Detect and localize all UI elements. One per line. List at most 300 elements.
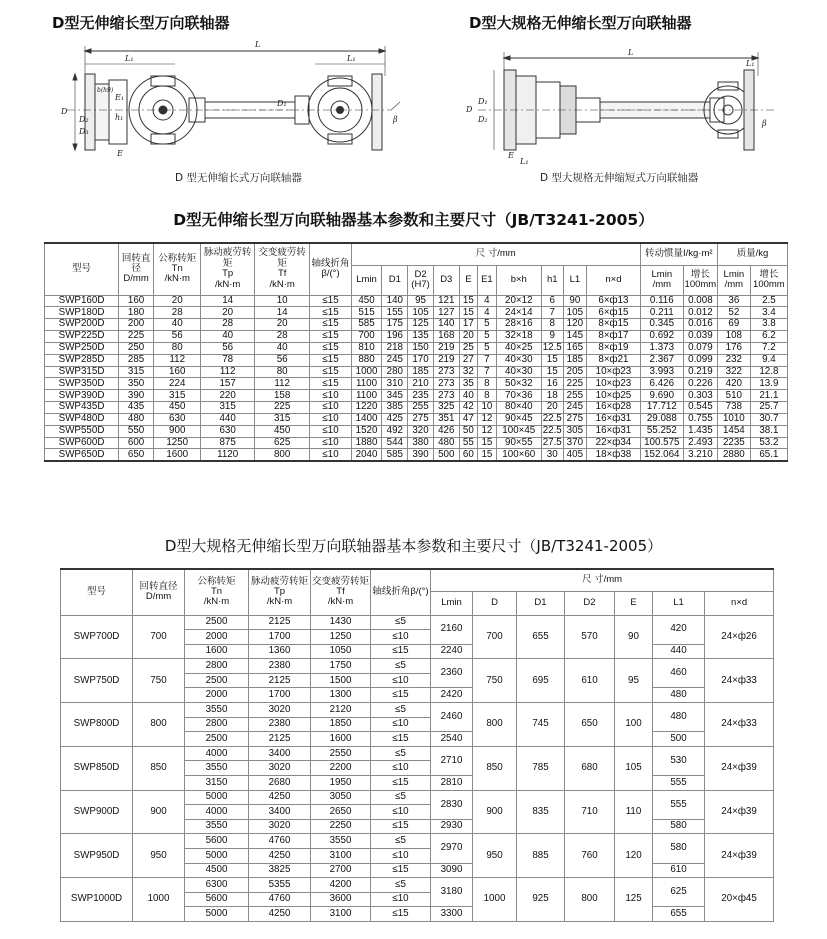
table-cell: 25.7 — [750, 402, 787, 414]
left-drawing-caption: D 型无伸缩长式万向联轴器 — [175, 172, 302, 184]
table-cell: 7.2 — [750, 342, 787, 354]
table-cell: 380 — [408, 437, 434, 449]
table-cell: 42 — [459, 402, 478, 414]
l1-cell: 555 — [653, 790, 705, 819]
nd-cell: 24×ф39 — [705, 834, 774, 878]
table-cell: 16×ф31 — [587, 413, 641, 425]
table-cell: 6.2 — [750, 331, 787, 343]
table-cell: 350 — [119, 378, 154, 390]
table-cell: 15 — [459, 307, 478, 319]
model-cell: SWP1000D — [61, 878, 133, 922]
tf-cell: 2120 — [311, 703, 371, 718]
t1-h-m-inc: 增长 100mm — [750, 265, 787, 295]
table-cell: 7 — [478, 366, 497, 378]
nd-cell: 24×ф39 — [705, 790, 774, 834]
table-cell: 10×ф23 — [587, 366, 641, 378]
angle-cell: ≤15 — [371, 819, 431, 834]
table-cell: 35 — [459, 378, 478, 390]
table-cell: 120 — [563, 319, 587, 331]
t1-h-i-inc: 增长 100mm — [683, 265, 717, 295]
table-row — [45, 425, 788, 437]
lmin-cell: 2540 — [431, 732, 473, 747]
table-cell: 3.210 — [683, 449, 717, 461]
table1-body — [45, 295, 788, 461]
table-cell: 273 — [433, 366, 459, 378]
tf-cell: 2550 — [311, 746, 371, 761]
table-cell: 0.008 — [683, 295, 717, 307]
table-cell: 15 — [478, 437, 497, 449]
t1-h-e: E — [459, 265, 478, 295]
table-cell: 50 — [459, 425, 478, 437]
d-cell: 700 — [473, 615, 517, 659]
d2-cell: 760 — [565, 834, 615, 878]
tf-cell: 1250 — [311, 630, 371, 645]
table-cell: 100.575 — [640, 437, 683, 449]
l1-cell: 555 — [653, 776, 705, 791]
table-cell: 255 — [563, 390, 587, 402]
angle-cell: ≤10 — [371, 761, 431, 776]
table-cell: 285 — [119, 354, 154, 366]
table-cell: 1100 — [351, 378, 382, 390]
table-cell: 6×ф13 — [587, 295, 641, 307]
table-cell: 160 — [119, 295, 154, 307]
table-cell: 18×ф38 — [587, 449, 641, 461]
t1-h-bh: b×h — [496, 265, 541, 295]
table-cell: 28 — [201, 319, 255, 331]
tn-cell: 3550 — [185, 761, 249, 776]
table-cell: 20×12 — [496, 295, 541, 307]
table-cell: 40 — [459, 390, 478, 402]
table-cell: 425 — [382, 413, 408, 425]
table-cell: 52 — [717, 307, 750, 319]
angle-cell: ≤15 — [371, 863, 431, 878]
table-cell: 112 — [254, 378, 310, 390]
model-cell: SWP750D — [61, 659, 133, 703]
table-cell: 100×45 — [496, 425, 541, 437]
tf-cell: 1430 — [311, 615, 371, 630]
model-cell: SWP850D — [61, 746, 133, 790]
d1-cell: 835 — [517, 790, 565, 834]
lmin-cell: 2830 — [431, 790, 473, 819]
tp-cell: 4760 — [249, 892, 311, 907]
table-cell: 15 — [459, 295, 478, 307]
table-cell: 12 — [478, 425, 497, 437]
table-cell: 450 — [351, 295, 382, 307]
table-cell: 176 — [717, 342, 750, 354]
table-row — [45, 378, 788, 390]
table-cell: ≤10 — [310, 425, 351, 437]
angle-cell: ≤5 — [371, 834, 431, 849]
table-cell: 2235 — [717, 437, 750, 449]
label-D2: D₂ — [79, 115, 89, 124]
table-cell: 160 — [154, 366, 201, 378]
tn-cell: 2000 — [185, 688, 249, 703]
label-D1: D₁ — [277, 99, 287, 108]
table-cell: 90×55 — [496, 437, 541, 449]
table-cell: 2.367 — [640, 354, 683, 366]
table-cell: 5 — [478, 342, 497, 354]
table-row — [45, 307, 788, 319]
angle-cell: ≤15 — [371, 732, 431, 747]
tn-cell: 4000 — [185, 805, 249, 820]
angle-cell: ≤15 — [371, 907, 431, 922]
table-cell: 40×25 — [496, 342, 541, 354]
tn-cell: 6300 — [185, 878, 249, 893]
table-cell: 315 — [154, 390, 201, 402]
table-cell: 1010 — [717, 413, 750, 425]
l1-cell: 530 — [653, 746, 705, 775]
angle-cell: ≤10 — [371, 673, 431, 688]
table-cell: 8 — [478, 378, 497, 390]
table-cell: 6×ф15 — [587, 307, 641, 319]
table-row — [45, 342, 788, 354]
table-row — [45, 390, 788, 402]
table-cell: 50×32 — [496, 378, 541, 390]
table-cell: 280 — [382, 366, 408, 378]
t1-h-m-lmin: Lmin /mm — [717, 265, 750, 295]
t2-h-nd: n×d — [705, 591, 774, 615]
tp-cell: 5355 — [249, 878, 311, 893]
t2-h-alt: 交变疲劳转矩 Tf /kN·m — [311, 569, 371, 615]
table-cell: 140 — [433, 319, 459, 331]
t1-h-e1: E1 — [478, 265, 497, 295]
table-cell: 625 — [254, 437, 310, 449]
table-cell: 80 — [254, 366, 310, 378]
table-cell: 210 — [408, 378, 434, 390]
table-cell: 1120 — [201, 449, 255, 461]
table-cell: 440 — [201, 413, 255, 425]
t2-h-l1: L1 — [653, 591, 705, 615]
tn-cell: 5600 — [185, 834, 249, 849]
table-cell: SWP650D — [45, 449, 119, 461]
e-cell: 105 — [615, 746, 653, 790]
label-L-right: L — [628, 48, 634, 57]
table-cell: ≤10 — [310, 413, 351, 425]
table-cell: 90 — [563, 295, 587, 307]
label-D1-right: D₁ — [478, 97, 488, 106]
table-cell: 225 — [254, 402, 310, 414]
tp-cell: 2680 — [249, 776, 311, 791]
l1-cell: 440 — [653, 644, 705, 659]
t1-h-inertia: 转动惯量I/kg·m² — [640, 243, 717, 265]
nd-cell: 24×ф33 — [705, 659, 774, 703]
table-cell: 5 — [478, 331, 497, 343]
table-cell: SWP160D — [45, 295, 119, 307]
table-cell: 40 — [254, 342, 310, 354]
table-cell: SWP350D — [45, 378, 119, 390]
table2-title: D型大规格无伸缩长型万向联轴器基本参数和主要尺寸（JB/T3241-2005） — [164, 537, 663, 555]
table-cell: 38.1 — [750, 425, 787, 437]
table-cell: 145 — [563, 331, 587, 343]
table-cell: 10×ф23 — [587, 378, 641, 390]
lmin-cell: 3090 — [431, 863, 473, 878]
table-cell: 80×40 — [496, 402, 541, 414]
table-cell: 10 — [478, 402, 497, 414]
t1-h-h1: h1 — [541, 265, 563, 295]
t1-h-nd: n×d — [587, 265, 641, 295]
table-cell: 600 — [119, 437, 154, 449]
table-cell: 16×ф28 — [587, 402, 641, 414]
table-cell: 390 — [408, 449, 434, 461]
table-cell: 315 — [201, 402, 255, 414]
table-cell: 800 — [254, 449, 310, 461]
tf-cell: 2200 — [311, 761, 371, 776]
tf-cell: 2700 — [311, 863, 371, 878]
table-cell: 880 — [351, 354, 382, 366]
lmin-cell: 3180 — [431, 878, 473, 907]
table-cell: 135 — [408, 331, 434, 343]
table-cell: 28 — [154, 307, 201, 319]
e-cell: 95 — [615, 659, 653, 703]
t1-h-i-lmin: Lmin /mm — [640, 265, 683, 295]
tp-cell: 3020 — [249, 819, 311, 834]
table-cell: 7 — [478, 354, 497, 366]
table-cell: 315 — [254, 413, 310, 425]
table-cell: 112 — [154, 354, 201, 366]
table-cell: 8×ф21 — [587, 354, 641, 366]
table-cell: 385 — [382, 402, 408, 414]
table-row — [45, 449, 788, 461]
table-cell: 100×60 — [496, 449, 541, 461]
table-cell: 95 — [408, 295, 434, 307]
table-cell: 0.012 — [683, 307, 717, 319]
t1-h-lmin: Lmin — [351, 265, 382, 295]
e-cell: 120 — [615, 834, 653, 878]
table-cell: 112 — [201, 366, 255, 378]
d1-cell: 925 — [517, 878, 565, 922]
table-cell: 325 — [433, 402, 459, 414]
table-cell: 157 — [201, 378, 255, 390]
d1-cell: 745 — [517, 703, 565, 747]
table-cell: 56 — [154, 331, 201, 343]
table-cell: 205 — [563, 366, 587, 378]
dia-cell: 1000 — [133, 878, 185, 922]
table-cell: SWP180D — [45, 307, 119, 319]
d-cell: 1000 — [473, 878, 517, 922]
table-cell: 900 — [154, 425, 201, 437]
d-cell: 750 — [473, 659, 517, 703]
tp-cell: 4250 — [249, 790, 311, 805]
d2-cell: 680 — [565, 746, 615, 790]
table-cell: 1100 — [351, 390, 382, 402]
tf-cell: 3100 — [311, 907, 371, 922]
table-cell: 390 — [119, 390, 154, 402]
tp-cell: 4250 — [249, 907, 311, 922]
table-row — [45, 319, 788, 331]
nd-cell: 24×ф39 — [705, 746, 774, 790]
table-cell: 55 — [459, 437, 478, 449]
table-row — [45, 402, 788, 414]
table-cell: 245 — [563, 402, 587, 414]
table-cell: 28×16 — [496, 319, 541, 331]
table-cell: 170 — [408, 354, 434, 366]
long-coupling-drawing — [55, 36, 400, 164]
table-row — [61, 746, 774, 761]
table-cell: 150 — [408, 342, 434, 354]
t1-h-angle: 轴线折角β/(°) — [310, 243, 351, 295]
table-cell: 0.079 — [683, 342, 717, 354]
table-cell: 27 — [459, 354, 478, 366]
dia-cell: 900 — [133, 790, 185, 834]
table-cell: 40 — [154, 319, 201, 331]
tf-cell: 1050 — [311, 644, 371, 659]
tp-cell: 4250 — [249, 849, 311, 864]
table-cell: 219 — [433, 342, 459, 354]
table-cell: 22×ф34 — [587, 437, 641, 449]
l1-cell: 580 — [653, 834, 705, 863]
nd-cell: 24×ф26 — [705, 615, 774, 659]
lmin-cell: 2460 — [431, 703, 473, 732]
d2-cell: 710 — [565, 790, 615, 834]
d-cell: 800 — [473, 703, 517, 747]
t1-h-dia: 回转直径D/mm — [119, 243, 154, 295]
table-cell: SWP200D — [45, 319, 119, 331]
label-L1-right-top: L₁ — [746, 59, 755, 68]
d2-cell: 800 — [565, 878, 615, 922]
table-cell: 0.226 — [683, 378, 717, 390]
table-cell: 630 — [154, 413, 201, 425]
table-cell: 875 — [201, 437, 255, 449]
d1-cell: 885 — [517, 834, 565, 878]
right-drawing-heading: D型大规格无伸缩长型万向联轴器 — [469, 14, 692, 32]
tf-cell: 1750 — [311, 659, 371, 674]
table-cell: 18 — [541, 390, 563, 402]
tp-cell: 3400 — [249, 746, 311, 761]
table-cell: 315 — [119, 366, 154, 378]
t1-h-fatigue: 脉动疲劳转矩 Tp /kN·m — [201, 243, 255, 295]
tf-cell: 1600 — [311, 732, 371, 747]
table-cell: 32 — [459, 366, 478, 378]
tf-cell: 2650 — [311, 805, 371, 820]
table-cell: 435 — [119, 402, 154, 414]
table-cell: ≤15 — [310, 378, 351, 390]
table-cell: ≤10 — [310, 402, 351, 414]
lmin-cell: 2930 — [431, 819, 473, 834]
tn-cell: 4500 — [185, 863, 249, 878]
table-cell: 8×ф17 — [587, 331, 641, 343]
table-cell: ≤15 — [310, 354, 351, 366]
tp-cell: 2125 — [249, 732, 311, 747]
table-cell: SWP225D — [45, 331, 119, 343]
table-cell: 1880 — [351, 437, 382, 449]
table-cell: 370 — [563, 437, 587, 449]
d2-cell: 610 — [565, 659, 615, 703]
table-cell: 105 — [408, 307, 434, 319]
label-E-right: E — [508, 151, 514, 160]
tn-cell: 3150 — [185, 776, 249, 791]
table-cell: 0.039 — [683, 331, 717, 343]
table-cell: 224 — [154, 378, 201, 390]
table-cell: 158 — [254, 390, 310, 402]
table-cell: 544 — [382, 437, 408, 449]
table-cell: 273 — [433, 378, 459, 390]
table-cell: 426 — [433, 425, 459, 437]
table-cell: 2.493 — [683, 437, 717, 449]
large-coupling-drawing — [458, 46, 783, 164]
table-cell: 78 — [201, 354, 255, 366]
table-cell: 220 — [201, 390, 255, 402]
dia-cell: 850 — [133, 746, 185, 790]
table-cell: 1250 — [154, 437, 201, 449]
table-cell: 40×30 — [496, 366, 541, 378]
table-cell: 20 — [541, 402, 563, 414]
d1-cell: 785 — [517, 746, 565, 790]
d1-cell: 695 — [517, 659, 565, 703]
tn-cell: 2800 — [185, 659, 249, 674]
label-beta-right: β — [762, 119, 767, 128]
table-cell: 0.116 — [640, 295, 683, 307]
table-cell: 345 — [382, 390, 408, 402]
table-cell: 700 — [351, 331, 382, 343]
tn-cell: 3550 — [185, 703, 249, 718]
table-cell: ≤15 — [310, 366, 351, 378]
angle-cell: ≤10 — [371, 717, 431, 732]
table-cell: 12.8 — [750, 366, 787, 378]
table-cell: 30.7 — [750, 413, 787, 425]
table-cell: 0.016 — [683, 319, 717, 331]
table1-spec — [44, 242, 788, 462]
table-cell: ≤10 — [310, 390, 351, 402]
table-cell: 3.8 — [750, 319, 787, 331]
table-cell: 56 — [201, 342, 255, 354]
t2-h-d1: D1 — [517, 591, 565, 615]
table-cell: 36 — [717, 295, 750, 307]
table-cell: 12.5 — [542, 342, 562, 354]
table-cell: 1520 — [351, 425, 382, 437]
table-cell: 20 — [254, 319, 310, 331]
label-L1-right: L₁ — [347, 54, 356, 63]
table-cell: 0.345 — [640, 319, 683, 331]
t1-h-dims: 尺 寸/mm — [351, 243, 640, 265]
table-cell: 1220 — [351, 402, 382, 414]
table-cell: 3.4 — [750, 307, 787, 319]
table-cell: 40×30 — [496, 354, 541, 366]
table-cell: SWP435D — [45, 402, 119, 414]
angle-cell: ≤10 — [371, 892, 431, 907]
tn-cell: 2500 — [185, 732, 249, 747]
table-cell: SWP315D — [45, 366, 119, 378]
table-cell: 13.9 — [750, 378, 787, 390]
tf-cell: 1500 — [311, 673, 371, 688]
table-cell: 585 — [351, 319, 382, 331]
tn-cell: 2800 — [185, 717, 249, 732]
table-row — [45, 331, 788, 343]
t2-h-d: D — [473, 591, 517, 615]
t1-h-d3: D3 — [433, 265, 459, 295]
table-cell: 480 — [433, 437, 459, 449]
table-cell: 108 — [717, 331, 750, 343]
table-cell: 1.373 — [640, 342, 683, 354]
label-D: D — [61, 107, 68, 116]
tp-cell: 4760 — [249, 834, 311, 849]
tn-cell: 1600 — [185, 644, 249, 659]
l1-cell: 460 — [653, 659, 705, 688]
table-cell: 69 — [717, 319, 750, 331]
lmin-cell: 2970 — [431, 834, 473, 863]
table1-title: D型无伸缩长型万向联轴器基本参数和主要尺寸（JB/T3241-2005） — [173, 211, 654, 229]
table-cell: 127 — [433, 307, 459, 319]
l1-cell: 625 — [653, 878, 705, 907]
table-cell: 28 — [254, 331, 310, 343]
t1-h-torque: 公称转矩 Tn /kN·m — [154, 243, 201, 295]
tn-cell: 2500 — [185, 615, 249, 630]
tf-cell: 1300 — [311, 688, 371, 703]
table-cell: 155 — [382, 307, 408, 319]
table-row — [61, 790, 774, 805]
table-cell: 65.1 — [750, 449, 787, 461]
model-cell: SWP700D — [61, 615, 133, 659]
t2-h-d2: D2 — [565, 591, 615, 615]
